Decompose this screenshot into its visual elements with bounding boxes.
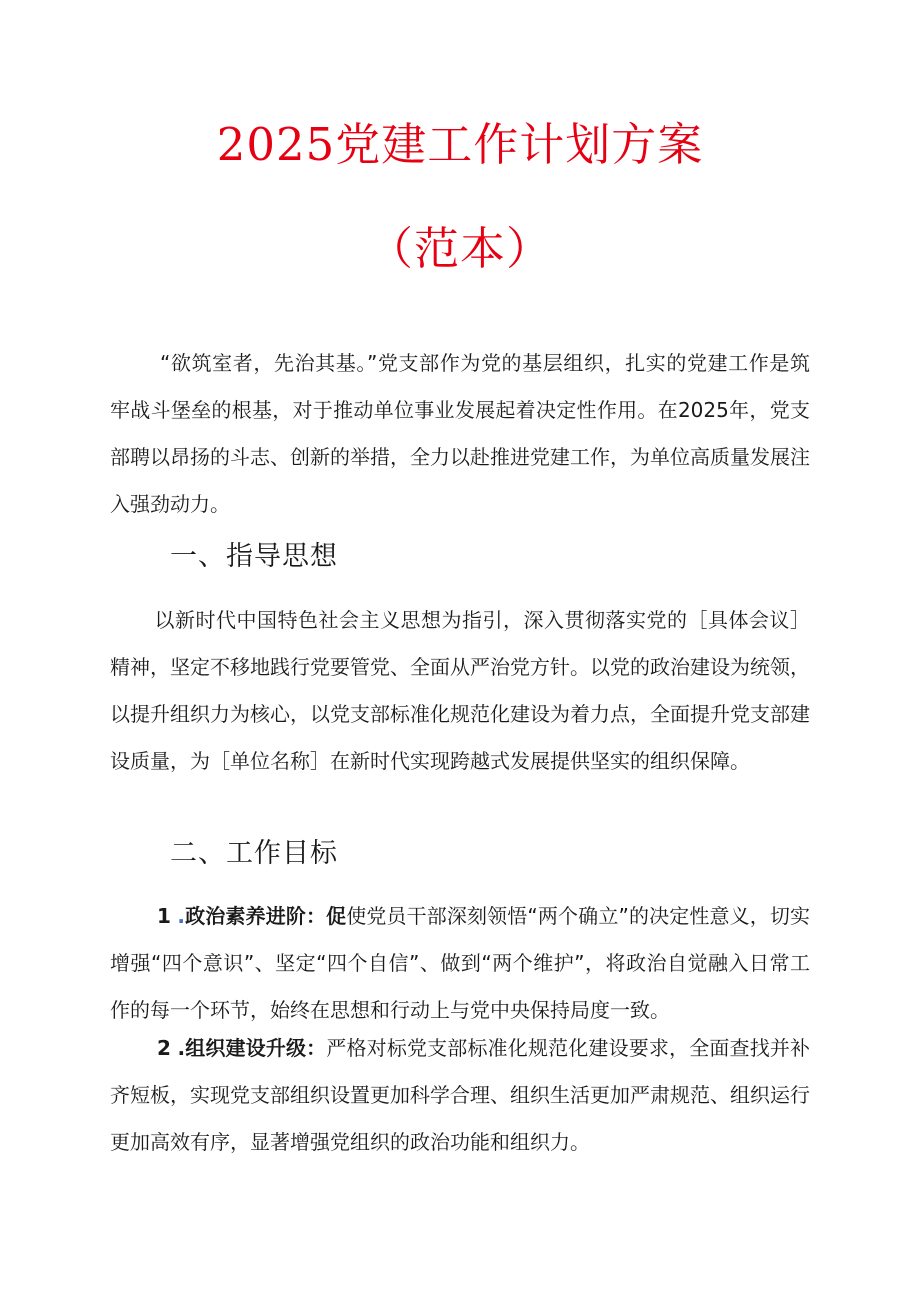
- document-title: 2025党建工作计划方案: [216, 118, 704, 171]
- document-subtitle: （范本）: [367, 222, 552, 275]
- goal-text: 严格对标党支部标准化规范化建设要求，全面查找并补齐短板，实现党支部组织设置更加科学合理、组织生活更加严肃规范、组织运行更加高效有序，显著增强党组织的政治功能和组织力。: [110, 1036, 811, 1154]
- goal-number-dot: .: [177, 904, 186, 928]
- goal-label: 组织建设升级：: [185, 1036, 327, 1060]
- section-heading-guiding-thought: 一、指导思想: [170, 541, 338, 572]
- section-heading-work-goals: 二、工作目标: [170, 838, 338, 869]
- goal-number: 1: [157, 904, 171, 928]
- goal-label: 政治素养进阶：促: [185, 904, 347, 928]
- goal-number: 2: [157, 1036, 171, 1060]
- goal-number-dot: .: [177, 1036, 186, 1060]
- guiding-thought-paragraph: [110, 597, 810, 785]
- intro-paragraph: [110, 340, 810, 528]
- goal-text: 使党员干部深刻领悟“两个确立”的决定性意义，切实增强“四个意识”、坚定“四个自信”、做到“两个维护”，将政治自觉融入日常工作的每一个环节，始终在思想和行动上与党中央保持局度一致。: [110, 904, 811, 1022]
- goal-item-organization-building: [110, 1025, 810, 1166]
- goal-item-political-literacy: [110, 893, 810, 1034]
- intro-text: “欲筑室者，先治其基。”党支部作为党的基层组织，扎实的党建工作是筑牢战斗堡垒的根基，对于推动单位事业发展起着决定性作用。在2025年，党支部聘以昂扬的斗志、创新的举措，全力以赴推进党建工作，为单位高质量发展注入强劲动力。: [110, 351, 810, 516]
- guiding-thought-text: 以新时代中国特色社会主义思想为指引，深入贯彻落实党的［具体会议］精神，坚定不移地践行党要管党、全面从严治党方针。以党的政治建设为统领，以提升组织力为核心，以党支部标准化规范化建设为着力点，全面提升党支部建设质量，为［单位名称］在新时代实现跨越式发展提供坚实的组织保障。: [110, 608, 810, 773]
